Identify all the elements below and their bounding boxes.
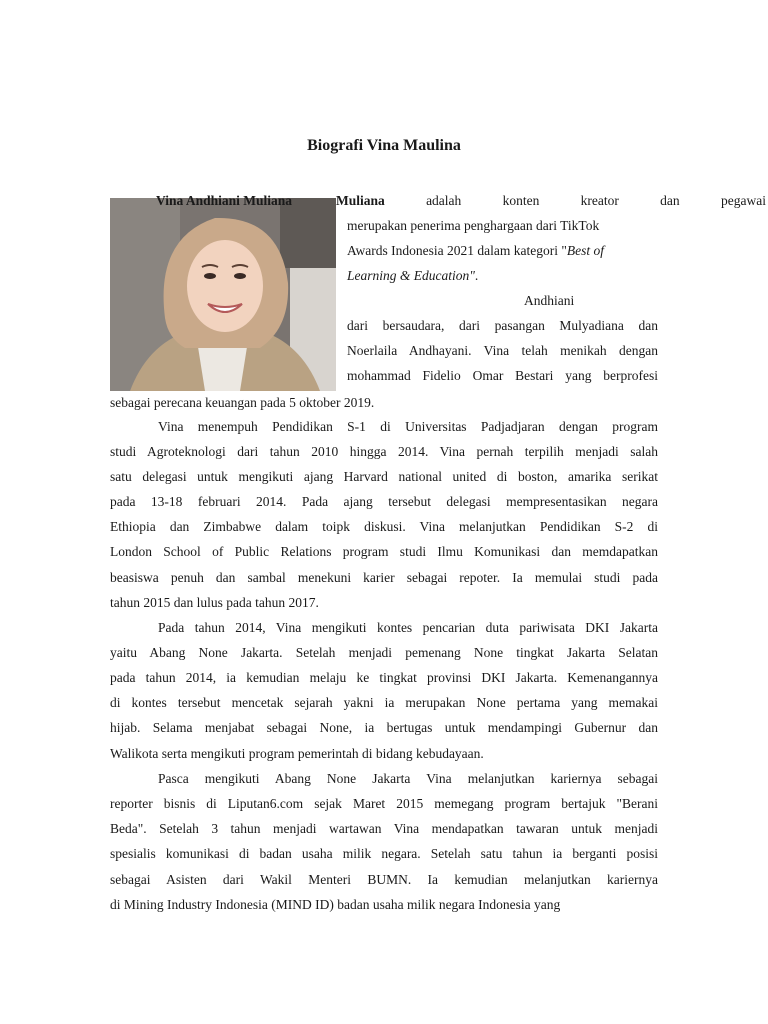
profile-photo <box>110 198 336 391</box>
intro-name: Muliana <box>336 193 385 208</box>
intro-category-italic: Best of <box>566 243 604 258</box>
intro-category-italic: Learning & Education" <box>347 268 475 283</box>
para2-line: studi Agroteknologi dari tahun 2010 hingga 2014. Vina pernah terpilih menjadi salah <box>110 444 658 459</box>
intro-text: Noerlaila Andhayani. Vina telah menikah dengan <box>347 343 658 358</box>
intro-line-6 <box>347 317 658 335</box>
para2-line: Vina menempuh Pendidikan S-1 di Universitas Padjadjaran dengan program <box>158 419 658 434</box>
intro-text: mohammad Fidelio Omar Bestari yang berprofesi <box>347 368 658 383</box>
intro-name-partial: Vina Andhiani Muliana <box>156 193 293 208</box>
intro-line-4 <box>347 267 478 285</box>
para3-line: di kontes tersebut mencetak sejarah yakni ia merupakan None pertama yang memakai <box>110 695 658 710</box>
para2-line: London School of Public Relations program studi Ilmu Komunikasi dan memdapatkan <box>110 544 658 559</box>
para4-line: Beda". Setelah 3 tahun menjadi wartawan Vina mendapatkan tawaran untuk menjadi <box>110 821 658 836</box>
intro-word: dan <box>660 193 680 208</box>
intro-text: Andhiani <box>524 293 575 308</box>
intro-word: konten <box>502 193 540 208</box>
intro-word: adalah <box>426 193 462 208</box>
para2-line: Ethiopia dan Zimbabwe dalam toipk diskusi. Vina melanjutkan Pendidikan S-2 di <box>110 519 658 534</box>
intro-line-2 <box>347 217 658 235</box>
intro-line-9 <box>110 394 374 412</box>
intro-line-1 <box>336 192 766 210</box>
intro-line-7 <box>347 342 658 360</box>
page-title: Biografi Vina Maulina <box>307 137 461 154</box>
intro-text: dari bersaudara, dari pasangan Mulyadiana dan <box>347 318 658 333</box>
para2-line: tahun 2015 dan lulus pada tahun 2017. <box>110 595 319 610</box>
para4-line: Pasca mengikuti Abang None Jakarta Vina melanjutkan kariernya sebagai <box>158 771 658 786</box>
para4-line: reporter bisnis di Liputan6.com sejak Maret 2015 memegang program bertajuk "Berani <box>110 796 658 811</box>
para4-line: sebagai Asisten dari Wakil Menteri BUMN. Ia kemudian melanjutkan kariernya <box>110 872 658 887</box>
intro-word: pegawai <box>720 193 766 208</box>
para3-line: Walikota serta mengikuti program pemerintah di bidang kebudayaan. <box>110 746 484 761</box>
para3-line: Pada tahun 2014, Vina mengikuti kontes pencarian duta pariwisata DKI Jakarta <box>158 620 658 635</box>
para2-line: pada 13-18 februari 2014. Pada ajang tersebut delegasi mempresentasikan negara <box>110 494 658 509</box>
para2-line: satu delegasi untuk mengikuti ajang Harvard national united di boston, amarika serikat <box>110 469 658 484</box>
intro-word: kreator <box>580 193 619 208</box>
portrait-illustration <box>110 198 336 391</box>
intro-text: Awards Indonesia 2021 dalam kategori " <box>347 243 567 258</box>
para3-line: yaitu Abang None Jakarta. Setelah menjadi pemenang None tingkat Jakarta Selatan <box>110 645 658 660</box>
intro-line-8 <box>347 367 658 385</box>
intro-text: sebagai perecana keuangan pada 5 oktober 2019. <box>110 395 375 410</box>
para3-line: hijab. Selama menjabat sebagai None, ia bertugas untuk mendampingi Gubernur dan <box>110 720 658 735</box>
para2-line: beasiswa penuh dan sambal menekuni karier sebagai repoter. Ia memulai studi pada <box>110 570 658 585</box>
intro-text: merupakan penerima penghargaan dari TikTok <box>347 218 600 233</box>
intro-line-3 <box>347 242 658 260</box>
para4-line: spesialis komunikasi di badan usaha milik negara. Setelah satu tahun ia berganti posisi <box>110 846 658 861</box>
para4-line: di Mining Industry Indonesia (MIND ID) badan usaha milik negara Indonesia yang <box>110 897 561 912</box>
intro-text: . <box>474 268 479 283</box>
intro-line-5 <box>524 292 574 310</box>
para3-line: pada tahun 2014, ia kemudian melaju ke tingkat provinsi DKI Jakarta. Kemenangannya <box>110 670 658 685</box>
